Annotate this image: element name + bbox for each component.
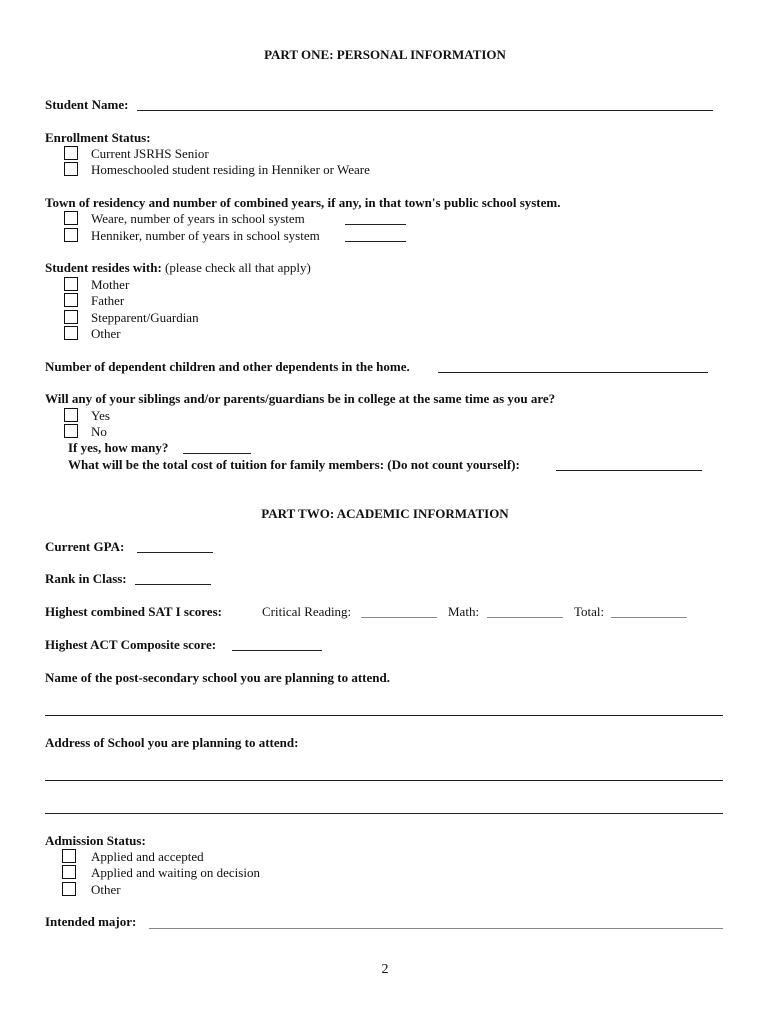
siblings-college-label: Will any of your siblings and/or parents/guardians be in college at the same time as you are?	[45, 391, 556, 406]
town-weare-label: Weare, number of years in school system	[91, 211, 305, 226]
act-label: Highest ACT Composite score:	[45, 637, 217, 652]
resides-with-note: (please check all that apply)	[165, 260, 311, 275]
enrollment-senior-label: Current JSRHS Senior	[91, 146, 209, 161]
admission-other-checkbox[interactable]	[62, 882, 76, 896]
dependents-field[interactable]	[438, 372, 708, 373]
town-henniker-label: Henniker, number of years in school system	[91, 228, 320, 243]
resides-stepparent-checkbox[interactable]	[64, 310, 78, 324]
admission-accepted-label: Applied and accepted	[91, 849, 204, 864]
sat-critical-reading-field[interactable]	[361, 617, 437, 618]
school-address-line-1[interactable]	[45, 780, 723, 781]
student-name-label: Student Name:	[45, 97, 129, 112]
resides-mother-label: Mother	[91, 277, 130, 292]
enrollment-homeschool-label: Homeschooled student residing in Henniker or Weare	[91, 162, 370, 177]
admission-other-label: Other	[91, 882, 121, 897]
how-many-label: If yes, how many?	[68, 440, 169, 455]
part-two-heading: PART TWO: ACADEMIC INFORMATION	[261, 506, 509, 521]
resides-with-heading	[45, 260, 311, 276]
tuition-cost-field[interactable]	[556, 470, 702, 471]
dependents-label: Number of dependent children and other dependents in the home.	[45, 359, 410, 374]
tuition-cost-label: What will be the total cost of tuition for family members: (Do not count yourself):	[68, 457, 520, 472]
town-residency-label: Town of residency and number of combined years, if any, in that town's public school system.	[45, 195, 561, 210]
intended-major-label: Intended major:	[45, 914, 137, 929]
page-number: 2	[381, 962, 389, 977]
sat-critical-reading-label: Critical Reading:	[262, 604, 352, 619]
admission-waiting-checkbox[interactable]	[62, 865, 76, 879]
rank-field[interactable]	[135, 584, 211, 585]
intended-major-field[interactable]	[149, 928, 723, 929]
admission-status-label: Admission Status:	[45, 833, 146, 848]
enrollment-homeschool-checkbox[interactable]	[64, 162, 78, 176]
enrollment-senior-checkbox[interactable]	[64, 146, 78, 160]
school-name-label: Name of the post-secondary school you are planning to attend.	[45, 670, 390, 685]
sat-total-field[interactable]	[611, 617, 687, 618]
gpa-field[interactable]	[137, 552, 213, 553]
town-weare-years-field[interactable]	[345, 224, 406, 225]
admission-waiting-label: Applied and waiting on decision	[91, 865, 260, 880]
sat-math-label: Math:	[448, 604, 480, 619]
gpa-label: Current GPA:	[45, 539, 125, 554]
sat-math-field[interactable]	[487, 617, 563, 618]
siblings-no-checkbox[interactable]	[64, 424, 78, 438]
resides-with-label: Student resides with:	[45, 260, 162, 275]
school-address-line-2[interactable]	[45, 813, 723, 814]
resides-other-checkbox[interactable]	[64, 326, 78, 340]
how-many-field[interactable]	[183, 453, 251, 454]
rank-label: Rank in Class:	[45, 571, 127, 586]
resides-father-label: Father	[91, 293, 125, 308]
resides-father-checkbox[interactable]	[64, 293, 78, 307]
enrollment-status-label: Enrollment Status:	[45, 130, 151, 145]
resides-stepparent-label: Stepparent/Guardian	[91, 310, 199, 325]
resides-mother-checkbox[interactable]	[64, 277, 78, 291]
school-name-field[interactable]	[45, 715, 723, 716]
town-weare-checkbox[interactable]	[64, 211, 78, 225]
act-field[interactable]	[232, 650, 322, 651]
town-henniker-years-field[interactable]	[345, 241, 406, 242]
resides-other-label: Other	[91, 326, 121, 341]
siblings-no-label: No	[91, 424, 107, 439]
admission-accepted-checkbox[interactable]	[62, 849, 76, 863]
siblings-yes-checkbox[interactable]	[64, 408, 78, 422]
school-address-label: Address of School you are planning to attend:	[45, 735, 299, 750]
town-henniker-checkbox[interactable]	[64, 228, 78, 242]
siblings-yes-label: Yes	[91, 408, 110, 423]
sat-total-label: Total:	[574, 604, 605, 619]
sat-label: Highest combined SAT I scores:	[45, 604, 222, 619]
student-name-field[interactable]	[137, 110, 713, 111]
part-one-heading: PART ONE: PERSONAL INFORMATION	[264, 47, 506, 62]
